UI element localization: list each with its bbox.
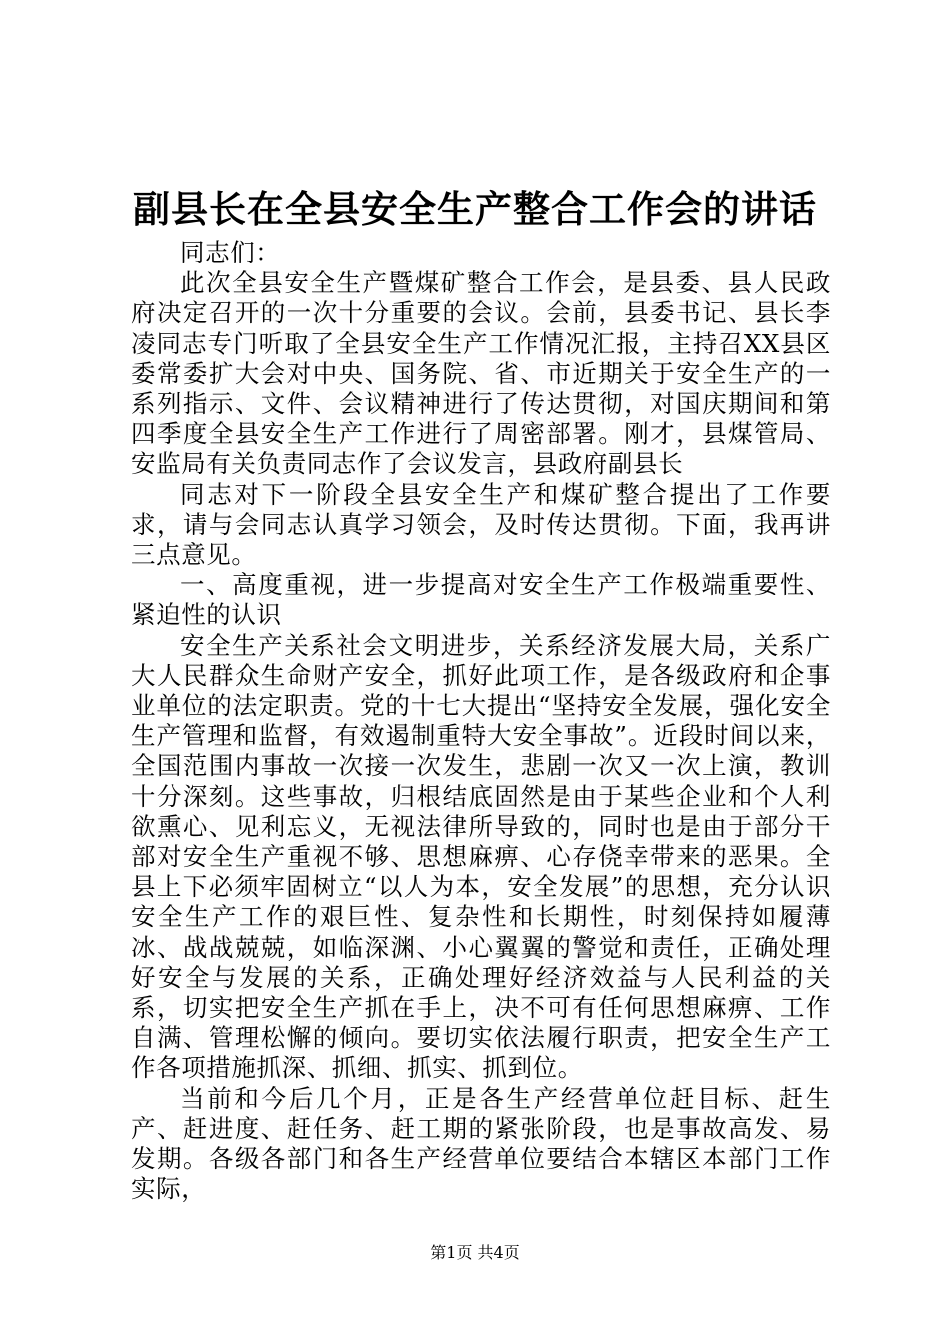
page-number-footer: 第1页 共4页 (430, 1243, 520, 1262)
document-title: 副县长在全县安全生产整合工作会的讲话 (133, 187, 817, 231)
paragraph-2: 同志对下一阶段全县安全生产和煤矿整合提出了工作要求，请与会同志认真学习领会，及时传达贯彻。下面，我再讲三点意见。 (131, 479, 831, 570)
salutation: 同志们： (180, 238, 281, 267)
paragraph-3: 安全生产关系社会文明进步，关系经济发展大局，关系广大人民群众生命财产安全，抓好此项工作，是各级政府和企事业单位的法定职责。党的十七大提出“坚持安全发展，强化安全生产管理和监督，有效遏制重特大安全事故”。近段时间以来，全国范围内事故一次接一次发生，悲剧一次又一次上演，教训十分深刻。这些事故，归根结底固然是由于某些企业和个人利欲熏心、见利忘义，无视法律所导致的，同时也是由于部分干部对安全生产重视不够、思想麻痹、心存侥幸带来的恶果。全县上下必须牢固树立“以人为本，安全发展”的思想，充分认识安全生产工作的艰巨性、复杂性和长期性，时刻保持如履薄冰、战战兢兢，如临深渊、小心翼翼的警觉和责任，正确处理好安全与发展的关系，正确处理好经济效益与人民利益的关系，切实把安全生产抓在手上，决不可有任何思想麻痹、工作自满、管理松懈的倾向。要切实依法履行职责，把安全生产工作各项措施抓深、抓细、抓实、抓到位。 (131, 630, 831, 1083)
paragraph-1: 此次全县安全生产暨煤矿整合工作会，是县委、县人民政府决定召开的一次十分重要的会议。会前，县委书记、县长李凌同志专门听取了全县安全生产工作情况汇报，主持召XX县区委常委扩大会对中央、国务院、省、市近期关于安全生产的一系列指示、文件、会议精神进行了传达贯彻，对国庆期间和第四季度全县安全生产工作进行了周密部署。刚才，县煤管局、安监局有关负责同志作了会议发言，县政府副县长 (131, 268, 831, 479)
section-heading-1: 一、高度重视，进一步提高对安全生产工作极端重要性、紧迫性的认识 (131, 570, 831, 630)
document-body (131, 238, 831, 1205)
paragraph-4: 当前和今后几个月，正是各生产经营单位赶目标、赶生产、赶进度、赶任务、赶工期的紧张阶段，也是事故高发、易发期。各级各部门和各生产经营单位要结合本辖区本部门工作实际， (131, 1083, 831, 1204)
